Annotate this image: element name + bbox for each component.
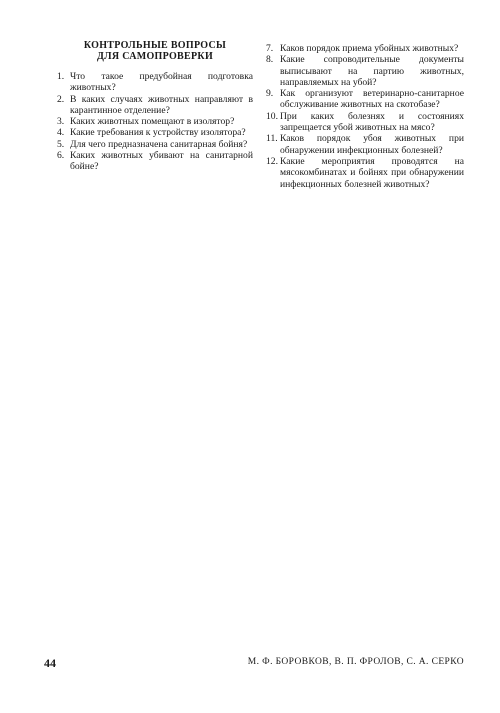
question-item xyxy=(57,94,253,117)
question-number: 5. xyxy=(57,138,65,150)
question-item xyxy=(266,88,464,111)
question-number: 3. xyxy=(57,116,65,128)
question-number: 9. xyxy=(266,88,274,100)
question-item xyxy=(57,71,253,94)
question-item xyxy=(266,43,464,54)
question-number: 4. xyxy=(57,127,65,139)
heading-line-1: КОНТРОЛЬНЫЕ ВОПРОСЫ xyxy=(83,40,227,51)
question-text: Какие сопроводительные документы выписывают на партию животных, направляемых на убой? xyxy=(280,54,464,88)
question-item xyxy=(57,139,253,150)
left-column xyxy=(57,40,253,173)
question-number: 11. xyxy=(266,133,278,145)
question-number: 6. xyxy=(57,150,65,162)
question-number: 8. xyxy=(266,54,274,66)
question-number: 7. xyxy=(266,43,274,54)
question-item xyxy=(266,133,464,156)
question-text: Каков порядок убоя животных при обнаружении инфекционных болезней? xyxy=(280,133,464,156)
question-item xyxy=(57,127,253,138)
page-number: 44 xyxy=(44,656,56,670)
right-column xyxy=(266,43,464,190)
heading-line-2: ДЛЯ САМОПРОВЕРКИ xyxy=(96,51,214,62)
question-text: Каков порядок приема убойных животных? xyxy=(280,43,459,54)
question-text: Каких животных убивают на санитарной бойне? xyxy=(70,150,253,173)
question-item xyxy=(266,156,464,190)
question-list-right xyxy=(266,43,464,190)
section-heading xyxy=(57,40,253,62)
question-number: 2. xyxy=(57,93,65,105)
question-text: Какие требования к устройству изолятора? xyxy=(70,127,246,139)
question-number: 1. xyxy=(57,71,65,82)
question-number: 10. xyxy=(266,110,278,122)
question-text: Как организуют ветеринарно-санитарное обслуживание животных на скотобазе? xyxy=(280,88,464,111)
question-number: 12. xyxy=(266,155,278,167)
question-text: Для чего предназначена санитарная бойня? xyxy=(70,138,248,150)
page-footer xyxy=(44,656,464,670)
question-text: В каких случаях животных направляют в карантинное отделение? xyxy=(70,93,253,116)
question-text: Какие мероприятия проводятся на мясокомбинатах и бойнях при обнаружении инфекционных болезней животных? xyxy=(280,155,464,190)
question-item xyxy=(266,111,464,134)
running-footer-authors: М. Ф. БОРОВКОВ, В. П. ФРОЛОВ, С. А. СЕРКО xyxy=(247,657,464,667)
question-item xyxy=(57,150,253,173)
question-item xyxy=(266,54,464,88)
question-list-left xyxy=(57,71,253,173)
question-item xyxy=(57,116,253,127)
question-text: При каких болезнях и состояниях запрещается убой животных на мясо? xyxy=(280,110,464,134)
question-text: Что такое предубойная подготовка животных? xyxy=(70,71,253,94)
question-text: Каких животных помещают в изолятор? xyxy=(70,116,235,128)
